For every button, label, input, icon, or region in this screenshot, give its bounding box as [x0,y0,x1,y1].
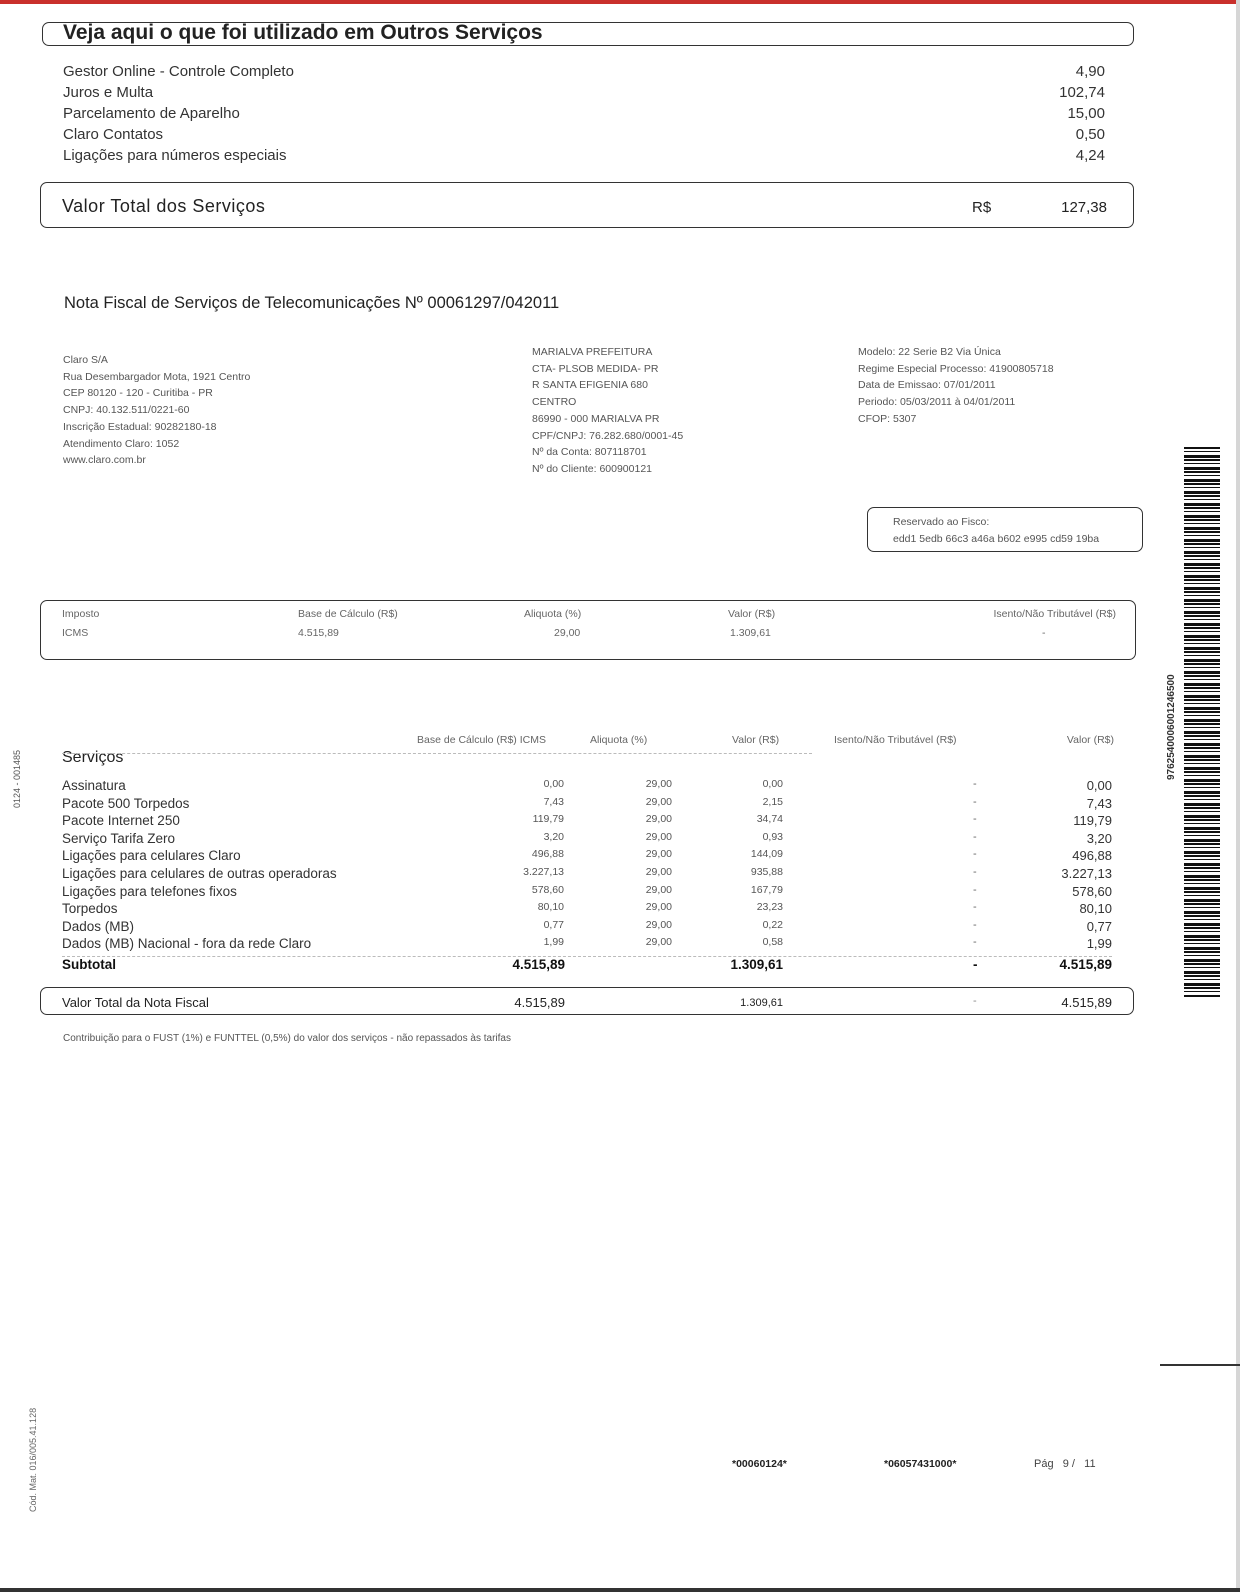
right-edge-strip [1236,0,1240,1592]
customer-info: MARIALVA PREFEITURA CTA- PLSOB MEDIDA- PR R SANTA EFIGENIA 680 CENTRO 86990 - 000 MARIALVA PR CPF/CNPJ: 76.282.680/0001-45 Nº da Conta: 807118701 Nº do Cliente: 600900121 [532,346,684,475]
service-total: 578,60 [1072,884,1112,899]
header-divider [62,753,812,754]
total-servicos-value: 127,38 [1061,199,1107,216]
base-calculo-header: Base de Cálculo (R$) [298,608,398,620]
service-total: 3,20 [1086,831,1112,846]
service-isento: - [973,919,977,931]
valor-header: Valor (R$) [728,608,776,620]
service-label: Pacote Internet 250 [62,813,180,828]
page-number: Pág 9 / 11 [1034,1458,1096,1470]
fisco-text: Reservado ao Fisco: edd1 5edb 66c3 a46a b602 e995 cd59 19ba [893,516,1100,545]
servicos-isento-header: Isento/Não Tributável (R$) [834,734,957,746]
subtotal-total: 4.515,89 [1059,957,1112,972]
material-code: Cód. Mat. 016/005.41.128 [28,1407,38,1512]
service-aliquota: 29,00 [645,884,672,896]
service-total: 496,88 [1072,848,1112,863]
service-valor: 0,22 [762,919,783,931]
service-isento: - [973,866,977,878]
list-item: Parcelamento de Aparelho 15,00 [63,105,1105,122]
service-valor: 23,23 [756,901,783,913]
servicos-base-header: Base de Cálculo (R$) ICMS [417,734,546,746]
service-valor: 935,88 [750,866,783,878]
service-aliquota: 29,00 [645,796,672,808]
right-mark [1160,1364,1240,1366]
service-base: 7,43 [543,796,564,808]
service-base: 578,60 [531,884,564,896]
bottom-edge-bar [0,1588,1240,1592]
service-isento: - [973,813,977,825]
service-isento: - [973,848,977,860]
service-aliquota: 29,00 [645,919,672,931]
list-item: Juros e Multa 102,74 [63,84,1105,101]
imposto-box [40,600,1136,660]
service-total: 0,77 [1086,919,1112,934]
imposto-name: ICMS [62,627,89,639]
service-label: Assinatura [62,778,126,793]
imposto-valor: 1.309,61 [730,627,771,639]
service-aliquota: 29,00 [645,813,672,825]
servicos-title: Serviços [62,749,124,766]
service-base: 0,00 [543,778,564,790]
service-total: 119,79 [1073,813,1112,828]
outros-servicos-title: Veja aqui o que foi utilizado em Outros Serviços [63,21,543,44]
subtotal-divider [62,956,1112,957]
left-side-code: 0124 - 001485 [12,749,22,808]
service-valor: 167,79 [750,884,783,896]
service-total: 1,99 [1086,936,1112,951]
nota-total-valor: 1.309,61 [740,997,783,1009]
service-valor: 144,09 [750,848,783,860]
service-total: 3.227,13 [1061,866,1112,881]
service-base: 1,99 [543,936,564,948]
service-aliquota: 29,00 [645,901,672,913]
service-isento: - [973,831,977,843]
imposto-base: 4.515,89 [298,627,339,639]
service-isento: - [973,936,977,948]
service-valor: 0,58 [762,936,783,948]
footer-code-2: *06057431000* [884,1458,957,1470]
servicos-aliquota-header: Aliquota (%) [590,734,648,746]
side-barcode [1184,447,1220,997]
servicos-valor-header: Valor (R$) [732,734,780,746]
list-item: Ligações para números especiais 4,24 [63,147,1105,164]
top-accent-bar [0,0,1240,4]
service-isento: - [973,778,977,790]
service-label: Torpedos [62,901,118,916]
service-base: 0,77 [543,919,564,931]
service-aliquota: 29,00 [645,936,672,948]
barcode-number: 9762540006001246500 [1166,674,1177,780]
service-isento: - [973,884,977,896]
servicos-total-header: Valor (R$) [1066,734,1114,746]
imposto-isento: - [1042,627,1046,639]
service-base: 119,79 [532,813,564,825]
list-item: Gestor Online - Controle Completo 4,90 [63,63,1105,80]
currency-label: R$ [972,199,992,216]
footer-code-1: *00060124* [732,1458,787,1470]
invoice-info: Modelo: 22 Serie B2 Via Única Regime Especial Processo: 41900805718 Data de Emissao: 07/01/2011 Periodo: 05/03/2011 à 04/01/2011 CFOP: 5307 [858,346,1054,425]
service-base: 3,20 [543,831,564,843]
service-label: Ligações para celulares Claro [62,848,241,863]
service-total: 0,00 [1086,778,1112,793]
service-valor: 0,00 [762,778,783,790]
service-label: Serviço Tarifa Zero [62,831,176,846]
total-servicos-label: Valor Total dos Serviços [62,196,266,216]
nota-total-label: Valor Total da Nota Fiscal [62,995,209,1010]
service-base: 3.227,13 [523,866,564,878]
imposto-header: Imposto [62,608,100,620]
nota-total-isento: - [973,995,977,1007]
imposto-aliquota: 29,00 [554,627,581,639]
nota-total-value: 4.515,89 [1061,995,1112,1010]
service-isento: - [973,796,977,808]
service-total: 80,10 [1079,901,1112,916]
service-aliquota: 29,00 [645,778,672,790]
service-aliquota: 29,00 [645,866,672,878]
service-valor: 0,93 [762,831,783,843]
footnote: Contribuição para o FUST (1%) e FUNTTEL (0,5%) do valor dos serviços - não repassados às tarifas [63,1033,511,1044]
service-total: 7,43 [1086,796,1112,811]
isento-header: Isento/Não Tributável (R$) [993,608,1116,620]
service-aliquota: 29,00 [645,831,672,843]
subtotal-label: Subtotal [62,957,116,972]
service-label: Dados (MB) [62,919,135,934]
service-base: 496,88 [531,848,564,860]
service-valor: 34,74 [756,813,783,825]
list-item: Claro Contatos 0,50 [63,126,1105,143]
nota-fiscal-title: Nota Fiscal de Serviços de Telecomunicações Nº 00061297/042011 [64,294,560,312]
service-label: Pacote 500 Torpedos [62,796,190,811]
service-label: Ligações para telefones fixos [62,884,237,899]
service-isento: - [973,901,977,913]
subtotal-isento: - [973,957,978,972]
service-label: Dados (MB) Nacional - fora da rede Claro [62,936,312,951]
nota-total-base: 4.515,89 [514,995,565,1010]
service-valor: 2,15 [762,796,783,808]
subtotal-base: 4.515,89 [512,957,565,972]
subtotal-valor: 1.309,61 [730,957,783,972]
service-aliquota: 29,00 [645,848,672,860]
service-base: 80,10 [537,901,564,913]
service-label: Ligações para celulares de outras operadoras [62,866,337,881]
aliquota-header: Aliquota (%) [524,608,582,620]
emitter-info: Claro S/A Rua Desembargador Mota, 1921 Centro CEP 80120 - 120 - Curitiba - PR CNPJ: 40.132.511/0221-60 Inscrição Estadual: 90282180-18 Atendimento Claro: 1052 www.claro.com.br [63,354,251,467]
